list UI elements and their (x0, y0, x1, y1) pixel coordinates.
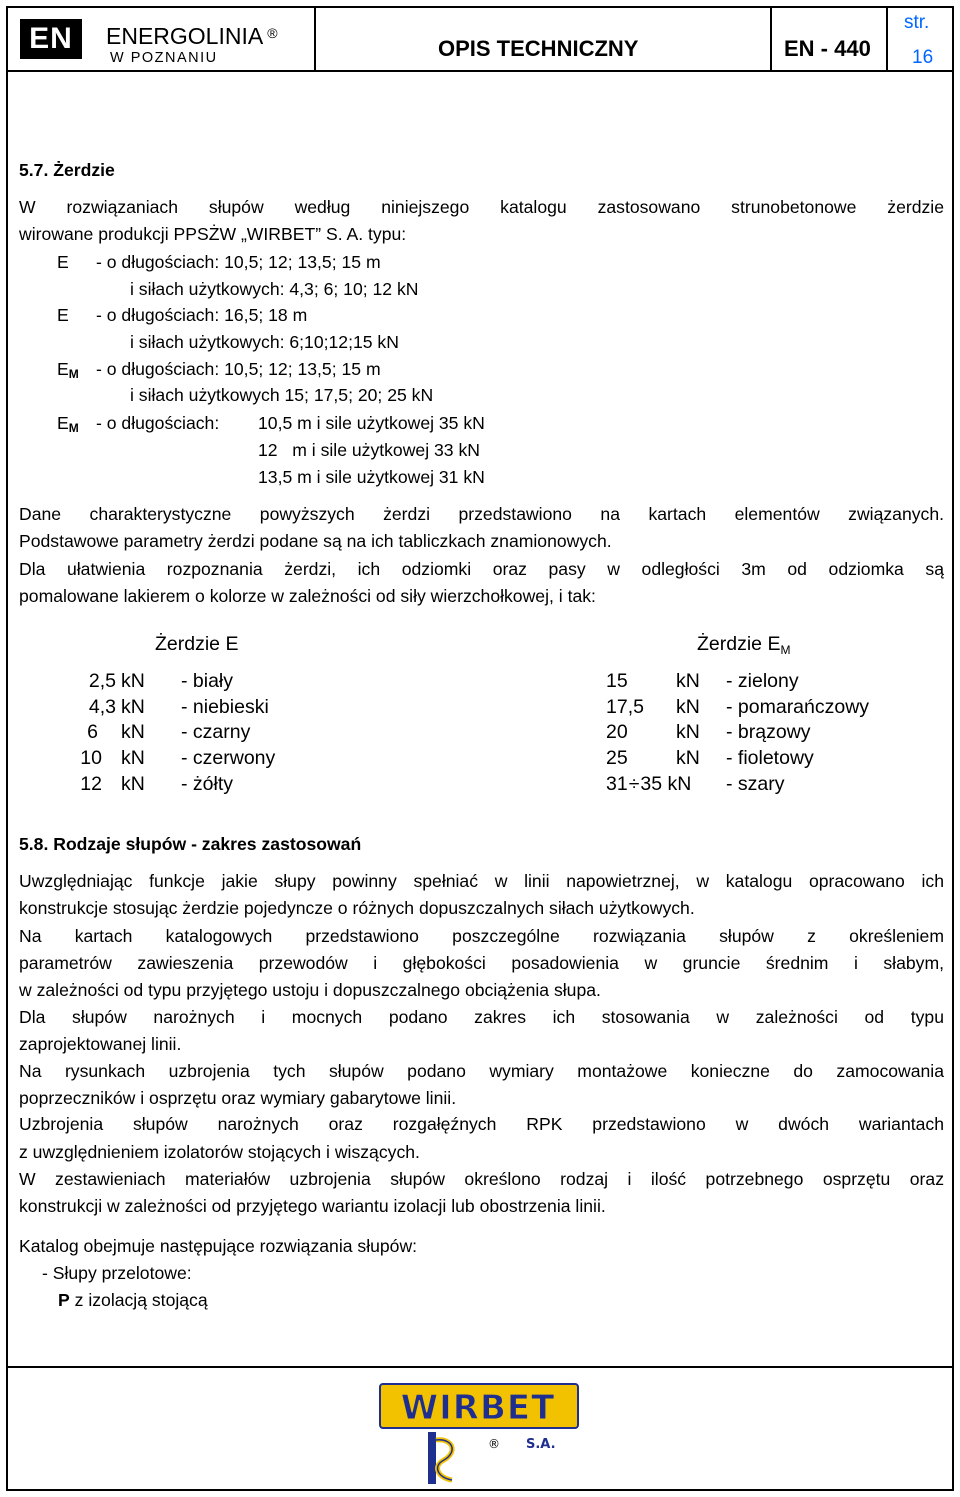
type-forces: i siłach użytkowych 15; 17,5; 20; 25 kN (130, 385, 434, 405)
paragraph-line: parametrów zawieszenia przewodów i głębokości posadowienia w gruncie średnim i słabym, (19, 953, 944, 973)
force-unit: kN (676, 696, 700, 718)
brand-location: W POZNANIU (110, 50, 218, 66)
color-name: - pomarańczowy (726, 696, 870, 718)
force-value: 4,3 (88, 696, 116, 718)
footer-divider (6, 1366, 954, 1368)
page-header (6, 6, 954, 72)
type-lengths: - o długościach: 16,5; 18 m (96, 305, 308, 325)
force-value: 25 (606, 747, 628, 769)
catalog-item: P z izolacją stojącą (58, 1290, 208, 1310)
force-value: 12 (80, 773, 102, 795)
force-value: 15 (606, 670, 628, 692)
color-name: - czarny (181, 721, 251, 743)
type-lengths: - o długościach: 10,5; 12; 13,5; 15 m (96, 359, 381, 379)
brand-name: ENERGOLINIA ® (106, 23, 278, 49)
force-unit: kN (121, 721, 145, 743)
paragraph-line: zaprojektowanej linii. (19, 1034, 182, 1054)
catalog-bullet: - Słupy przelotowe: (42, 1263, 192, 1283)
type-forces: i siłach użytkowych: 6;10;12;15 kN (130, 332, 399, 352)
paragraph-line: Na kartach katalogowych przedstawiono poszczególne rozwiązania słupów z określeniem (19, 926, 944, 946)
force-unit: kN (121, 670, 145, 692)
table-left-title: Żerdzie E (155, 633, 239, 655)
paragraph-line: pomalowane lakierem o kolorze w zależności od siły wierzchołkowej, i tak: (19, 586, 596, 606)
logo-registered: ® (488, 1437, 500, 1451)
paragraph-line: konstrukcji w zależności od przyjętego wariantu izolacji lub obostrzenia linii. (19, 1196, 606, 1216)
logo-suffix: S.A. (526, 1437, 556, 1452)
paragraph-line: Dla ułatwienia rozpoznania żerdzi, ich odziomki oraz pasy w odległości 3m od odziomka są (19, 559, 944, 579)
paragraph-line: Uzbrojenia słupów narożnych oraz rozgałęźnych RPK przedstawiono w dwóch wariantach (19, 1114, 944, 1134)
force-unit: kN (676, 721, 700, 743)
paragraph-line: konstrukcje stosując żerdzie pojedyncze o różnych dopuszczalnych siłach użytkowych. (19, 898, 695, 918)
paragraph-line: Podstawowe parametry żerdzi podane są na ich tabliczkach znamionowych. (19, 531, 612, 551)
section-heading-5-7: 5.7. Żerdzie (19, 160, 115, 180)
type-lengths: - o długościach: 10,5; 12; 13,5; 15 m (96, 252, 381, 272)
logo-text: WIRBET (400, 1388, 556, 1428)
page-number: 16 (912, 47, 934, 68)
color-name: - zielony (726, 670, 799, 692)
type-row: 12 m i sile użytkowej 33 kN (258, 440, 480, 460)
registered-mark: ® (267, 25, 278, 41)
color-name: - szary (726, 773, 785, 795)
en-badge: EN (20, 19, 82, 59)
paragraph-line: Dane charakterystyczne powyższych żerdzi przedstawiono na kartach elementów związanych. (19, 504, 944, 524)
type-row: 13,5 m i sile użytkowej 31 kN (258, 467, 485, 487)
force-unit: kN (121, 696, 145, 718)
color-name: - fioletowy (726, 747, 814, 769)
paragraph-line: Uwzględniając funkcje jakie słupy powinny spełniać w linii napowietrznej, w katalogu opracowano ich (19, 871, 944, 891)
wirbet-logo (378, 1380, 588, 1486)
force-range: 31÷35 kN (606, 773, 692, 795)
force-unit: kN (676, 747, 700, 769)
division-icon: ÷ (628, 773, 640, 795)
type-label: $E_M$ (57, 359, 79, 381)
force-unit: kN (121, 747, 145, 769)
logo-emblem-icon (428, 1432, 452, 1484)
document-code: EN - 440 (784, 36, 871, 61)
force-unit: kN (676, 670, 700, 692)
paragraph-line: Na rysunkach uzbrojenia tych słupów podano wymiary montażowe konieczne do zamocowania (19, 1061, 944, 1081)
paragraph-line: w zależności od typu przyjętego ustoju i dopuszczalnego obciążenia słupa. (19, 980, 601, 1000)
document-title: OPIS TECHNICZNY (438, 36, 639, 61)
table-right-title: Żerdzie $E_M$ (697, 633, 791, 657)
catalog-intro: Katalog obejmuje następujące rozwiązania słupów: (19, 1236, 418, 1256)
force-unit: kN (121, 773, 145, 795)
color-name: - niebieski (181, 696, 269, 718)
force-value: 10 (80, 747, 102, 769)
color-name: - biały (181, 670, 234, 692)
force-value: 20 (606, 721, 628, 743)
paragraph-line: poprzeczników i osprzętu oraz wymiary gabarytowe linii. (19, 1088, 457, 1108)
intro-line-1: W rozwiązaniach słupów według niniejszego katalogu zastosowano strunobetonowe żerdzie (19, 197, 944, 217)
force-value: 6 (87, 721, 98, 743)
color-name: - czerwony (181, 747, 276, 769)
type-forces: i siłach użytkowych: 4,3; 6; 10; 12 kN (130, 279, 419, 299)
paragraph-line: W zestawieniach materiałów uzbrojenia słupów określono rodzaj i ilość potrzebnego osprzętu oraz (19, 1169, 944, 1189)
paragraph-line: Dla słupów narożnych i mocnych podano zakres ich stosowania w zależności od typu (19, 1007, 944, 1027)
type-label: E (57, 252, 69, 272)
page-label: str. (904, 12, 930, 33)
section-heading-5-8: 5.8. Rodzaje słupów - zakres zastosowań (19, 834, 362, 854)
force-value: 17,5 (606, 696, 644, 718)
type-label: E (57, 305, 69, 325)
type-lengths: - o długościach: (96, 413, 220, 433)
force-value: 2,5 (88, 670, 116, 692)
type-row: 10,5 m i sile użytkowej 35 kN (258, 413, 485, 433)
type-label: $E_M$ (57, 413, 79, 435)
intro-line-2: wirowane produkcji PPSŻW „WIRBET” S. A. typu: (19, 224, 407, 244)
paragraph-line: z uwzględnieniem izolatorów stojących i wiszących. (19, 1142, 420, 1162)
color-name: - żółty (181, 773, 234, 795)
color-name: - brązowy (726, 721, 811, 743)
